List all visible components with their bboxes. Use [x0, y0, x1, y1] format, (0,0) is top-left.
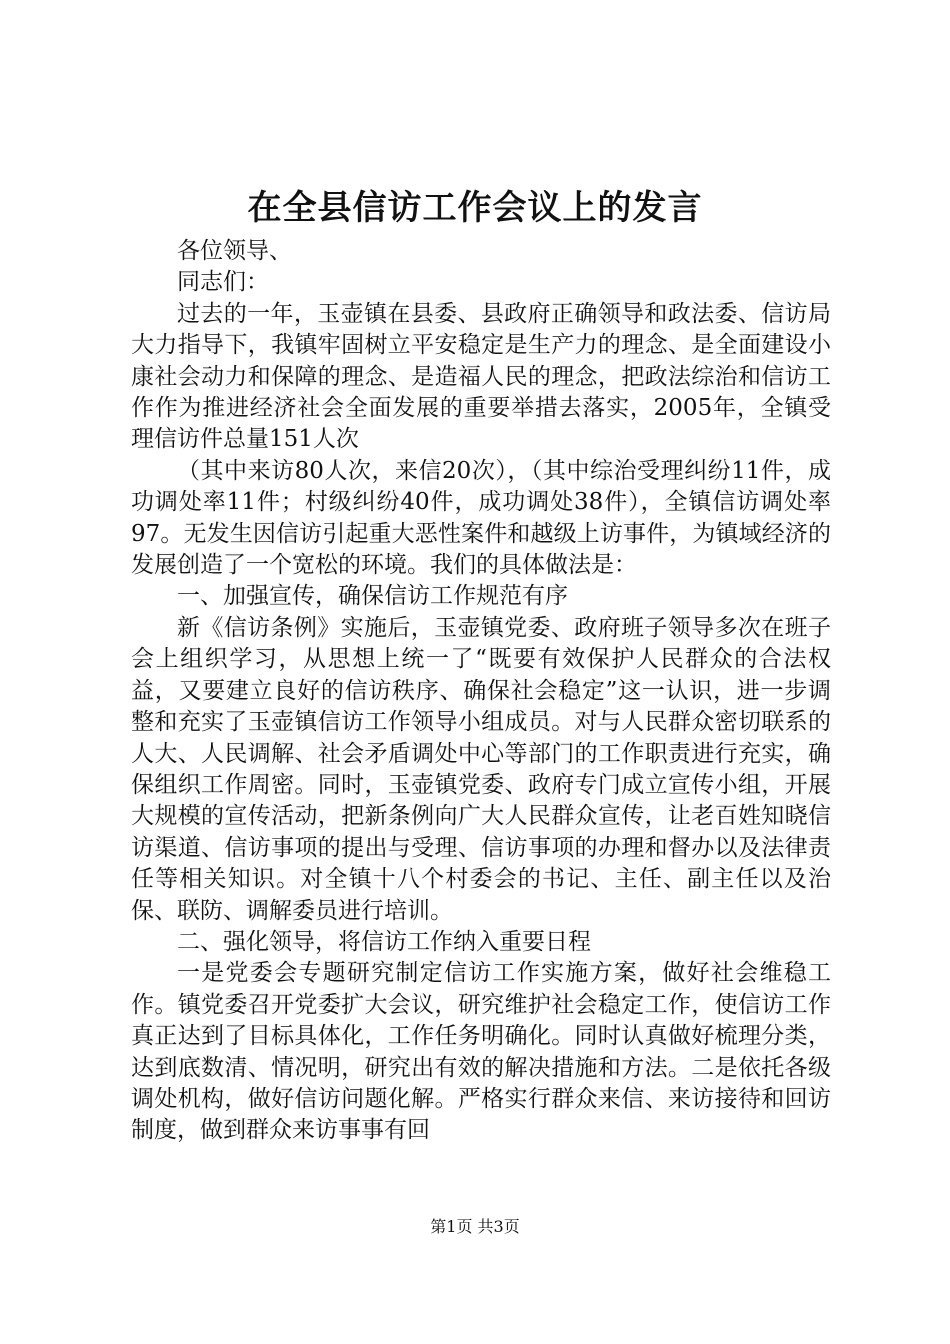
- document-title: 在全县信访工作会议上的发言: [247, 188, 703, 228]
- salutation-comrades: 同志们：: [177, 269, 269, 296]
- page-number-footer: 第1页 共3页: [430, 1217, 520, 1236]
- salutation-leaders: 各位领导、: [177, 238, 292, 264]
- document-body: [131, 236, 831, 1147]
- paragraph-section-1: 新《信访条例》实施后，玉壶镇党委、政府班子领导多次在班子会上组织学习，从思想上统一了“既要有效保护人民群众的合法权益，又要建立良好的信访秩序、确保社会稳定”这一认识，进一步调整和充实了玉壶镇信访工作领导小组成员。对与人民群众密切联系的人大、人民调解、社会矛盾调处中心等部门的工作职责进行充实，确保组织工作周密。同时，玉壶镇党委、政府专门成立宣传小组，开展大规模的宣传活动，把新条例向广大人民群众宣传，让老百姓知晓信访渠道、信访事项的提出与受理、信访事项的办理和督办以及法律责任等相关知识。对全镇十八个村委会的书记、主任、副主任以及治保、联防、调解委员进行培训。: [131, 614, 831, 924]
- paragraph-intro: 过去的一年，玉壶镇在县委、县政府正确领导和政法委、信访局大力指导下，我镇牢固树立平安稳定是生产力的理念、是全面建设小康社会动力和保障的理念、是造福人民的理念，把政法综治和信访工作作为推进经济社会全面发展的重要举措去落实，2005年，全镇受理信访件总量151人次: [131, 300, 831, 453]
- paragraph-statistics: （其中来访80人次，来信20次），（其中综治受理纠纷11件，成功调处率11件；村级纠纷40件，成功调处38件），全镇信访调处率97。无发生因信访引起重大恶性案件和越级上访事件，为镇域经济的发展创造了一个宽松的环境。我们的具体做法是：: [131, 457, 831, 579]
- section-heading-1: 一、加强宣传，确保信访工作规范有序: [177, 583, 568, 610]
- paragraph-section-2: 一是党委会专题研究制定信访工作实施方案，做好社会维稳工作。镇党委召开党委扩大会议，研究维护社会稳定工作，使信访工作真正达到了目标具体化，工作任务明确化。同时认真做好梳理分类，达到底数清、情况明，研究出有效的解决措施和方法。二是依托各级调处机构，做好信访问题化解。严格实行群众来信、来访接待和回访制度，做到群众来访事事有回: [131, 960, 831, 1144]
- section-heading-2: 二、强化领导，将信访工作纳入重要日程: [177, 928, 591, 955]
